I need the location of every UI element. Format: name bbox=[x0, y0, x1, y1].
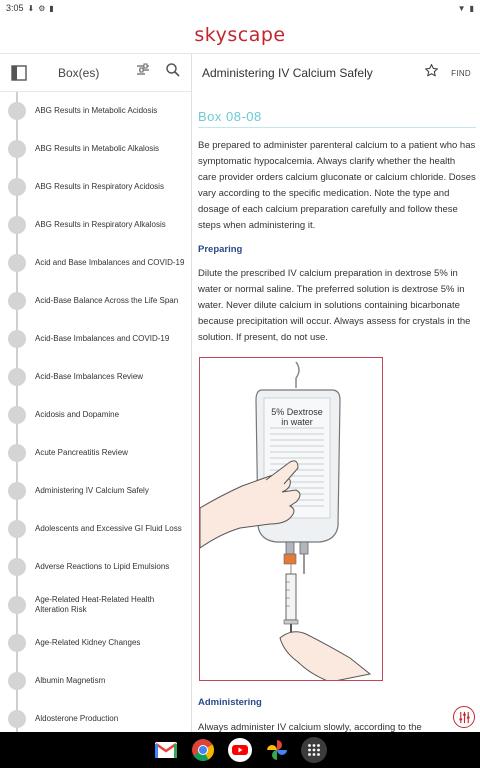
list-item[interactable] bbox=[0, 396, 191, 434]
list-item[interactable] bbox=[0, 244, 191, 282]
list-item[interactable] bbox=[0, 700, 191, 732]
content-header bbox=[193, 54, 480, 92]
list-item-label: Acid-Base Imbalances and COVID-19 bbox=[35, 334, 170, 343]
sd-card-icon: ▮ bbox=[49, 3, 54, 13]
reading-settings-button[interactable] bbox=[453, 706, 475, 728]
list-item-label: ABG Results in Respiratory Alkalosis bbox=[35, 220, 166, 229]
check-circle-icon[interactable] bbox=[8, 368, 26, 386]
check-circle-icon[interactable] bbox=[8, 254, 26, 272]
download-icon: ⬇ bbox=[27, 3, 35, 13]
section-heading-preparing: Preparing bbox=[198, 244, 243, 255]
check-circle-icon[interactable] bbox=[8, 140, 26, 158]
list-item[interactable] bbox=[0, 472, 191, 510]
check-circle-icon[interactable] bbox=[8, 634, 26, 652]
settings-status-icon: ⚙ bbox=[38, 3, 46, 13]
list-item-label: Acid-Base Imbalances Review bbox=[35, 372, 144, 381]
photos-app-icon[interactable] bbox=[264, 737, 290, 763]
skyscape-logo: skyscape bbox=[194, 23, 286, 46]
administering-paragraph: Always administer IV calcium slowly, according to the bbox=[198, 722, 422, 732]
box-list bbox=[0, 92, 191, 732]
list-item-label: Administering IV Calcium Safely bbox=[35, 486, 149, 495]
list-item[interactable] bbox=[0, 206, 191, 244]
gmail-app-icon[interactable] bbox=[153, 737, 179, 763]
content-pane bbox=[193, 54, 480, 732]
list-item[interactable] bbox=[0, 92, 191, 130]
list-item-label: Acid and Base Imbalances and COVID-19 bbox=[35, 258, 185, 267]
sidebar bbox=[0, 54, 192, 732]
check-circle-icon[interactable] bbox=[8, 444, 26, 462]
list-item-label: Age-Related Kidney Changes bbox=[35, 638, 141, 647]
youtube-app-icon[interactable] bbox=[227, 737, 253, 763]
check-circle-icon[interactable] bbox=[8, 710, 26, 728]
heading-divider bbox=[198, 127, 476, 128]
sliders-icon bbox=[458, 711, 471, 724]
app-bar bbox=[0, 16, 480, 54]
sidebar-header bbox=[0, 54, 191, 92]
check-circle-icon[interactable] bbox=[8, 292, 26, 310]
list-item-label: Acidosis and Dopamine bbox=[35, 410, 120, 419]
check-circle-icon[interactable] bbox=[8, 558, 26, 576]
check-circle-icon[interactable] bbox=[8, 520, 26, 538]
list-item[interactable] bbox=[0, 434, 191, 472]
app-drawer-icon[interactable] bbox=[301, 737, 327, 763]
list-item-label: Acute Pancreatitis Review bbox=[35, 448, 128, 457]
page-title: Administering IV Calcium Safely bbox=[202, 66, 373, 80]
iv-bag-illustration bbox=[199, 357, 383, 681]
list-item[interactable] bbox=[0, 510, 191, 548]
check-circle-icon[interactable] bbox=[8, 596, 26, 614]
check-circle-icon[interactable] bbox=[8, 330, 26, 348]
list-item[interactable] bbox=[0, 130, 191, 168]
check-circle-icon[interactable] bbox=[8, 216, 26, 234]
find-button[interactable]: FIND bbox=[451, 68, 471, 78]
intro-paragraph: Be prepared to administer parenteral calcium to a patient who has symptomatic hypocalcemia. Always clarify whether the health care provider orders calcium gluconate or calcium chloride. Doses vary according to the specific medication. Note the type and dosage of each calcium preparation carefully and follow these steps when administering it. bbox=[198, 140, 476, 231]
bag-label-line2: in water bbox=[281, 417, 313, 427]
book-icon[interactable] bbox=[10, 64, 28, 82]
list-item-label: Age-Related Heat-Related Health Alteration Risk bbox=[35, 595, 155, 614]
list-item-label: Adolescents and Excessive GI Fluid Loss bbox=[35, 524, 182, 533]
preparing-paragraph: Dilute the prescribed IV calcium preparation in dextrose 5% in water or normal saline. The preferred solution is dextrose 5% in water. Never dilute calcium in solutions containing bicarbonate because precipitation will occur. Always assess for crystals in the solution. If present, do not use. bbox=[198, 268, 471, 343]
chrome-app-icon[interactable] bbox=[190, 737, 216, 763]
battery-icon: ▮ bbox=[469, 3, 474, 13]
list-item-label: Adverse Reactions to Lipid Emulsions bbox=[35, 562, 170, 571]
list-item[interactable] bbox=[0, 168, 191, 206]
list-item[interactable] bbox=[0, 586, 191, 624]
list-item[interactable] bbox=[0, 320, 191, 358]
check-circle-icon[interactable] bbox=[8, 178, 26, 196]
filter-icon[interactable] bbox=[135, 62, 151, 83]
wifi-icon: ▼ bbox=[457, 3, 466, 13]
list-item-label: Aldosterone Production bbox=[35, 714, 119, 723]
list-item-label: ABG Results in Respiratory Acidosis bbox=[35, 182, 164, 191]
list-item[interactable] bbox=[0, 548, 191, 586]
list-item[interactable] bbox=[0, 358, 191, 396]
check-circle-icon[interactable] bbox=[8, 672, 26, 690]
list-item-label: ABG Results in Metabolic Acidosis bbox=[35, 106, 158, 115]
box-heading: Box 08-08 bbox=[198, 109, 262, 124]
list-item[interactable] bbox=[0, 282, 191, 320]
check-circle-icon[interactable] bbox=[8, 406, 26, 424]
check-circle-icon[interactable] bbox=[8, 482, 26, 500]
status-bar bbox=[0, 0, 480, 16]
list-item[interactable] bbox=[0, 624, 191, 662]
search-icon[interactable] bbox=[165, 62, 181, 83]
list-item-label: Albumin Magnetism bbox=[35, 676, 106, 685]
star-icon[interactable] bbox=[424, 63, 439, 83]
android-dock bbox=[0, 732, 480, 768]
list-item-label: Acid-Base Balance Across the Life Span bbox=[35, 296, 179, 305]
list-item-label: ABG Results in Metabolic Alkalosis bbox=[35, 144, 160, 153]
check-circle-icon[interactable] bbox=[8, 102, 26, 120]
status-time: 3:05 bbox=[6, 3, 24, 13]
list-item[interactable] bbox=[0, 662, 191, 700]
bag-label-line1: 5% Dextrose bbox=[271, 407, 323, 417]
section-heading-administering: Administering bbox=[198, 697, 262, 708]
sidebar-title: Box(es) bbox=[58, 65, 100, 80]
